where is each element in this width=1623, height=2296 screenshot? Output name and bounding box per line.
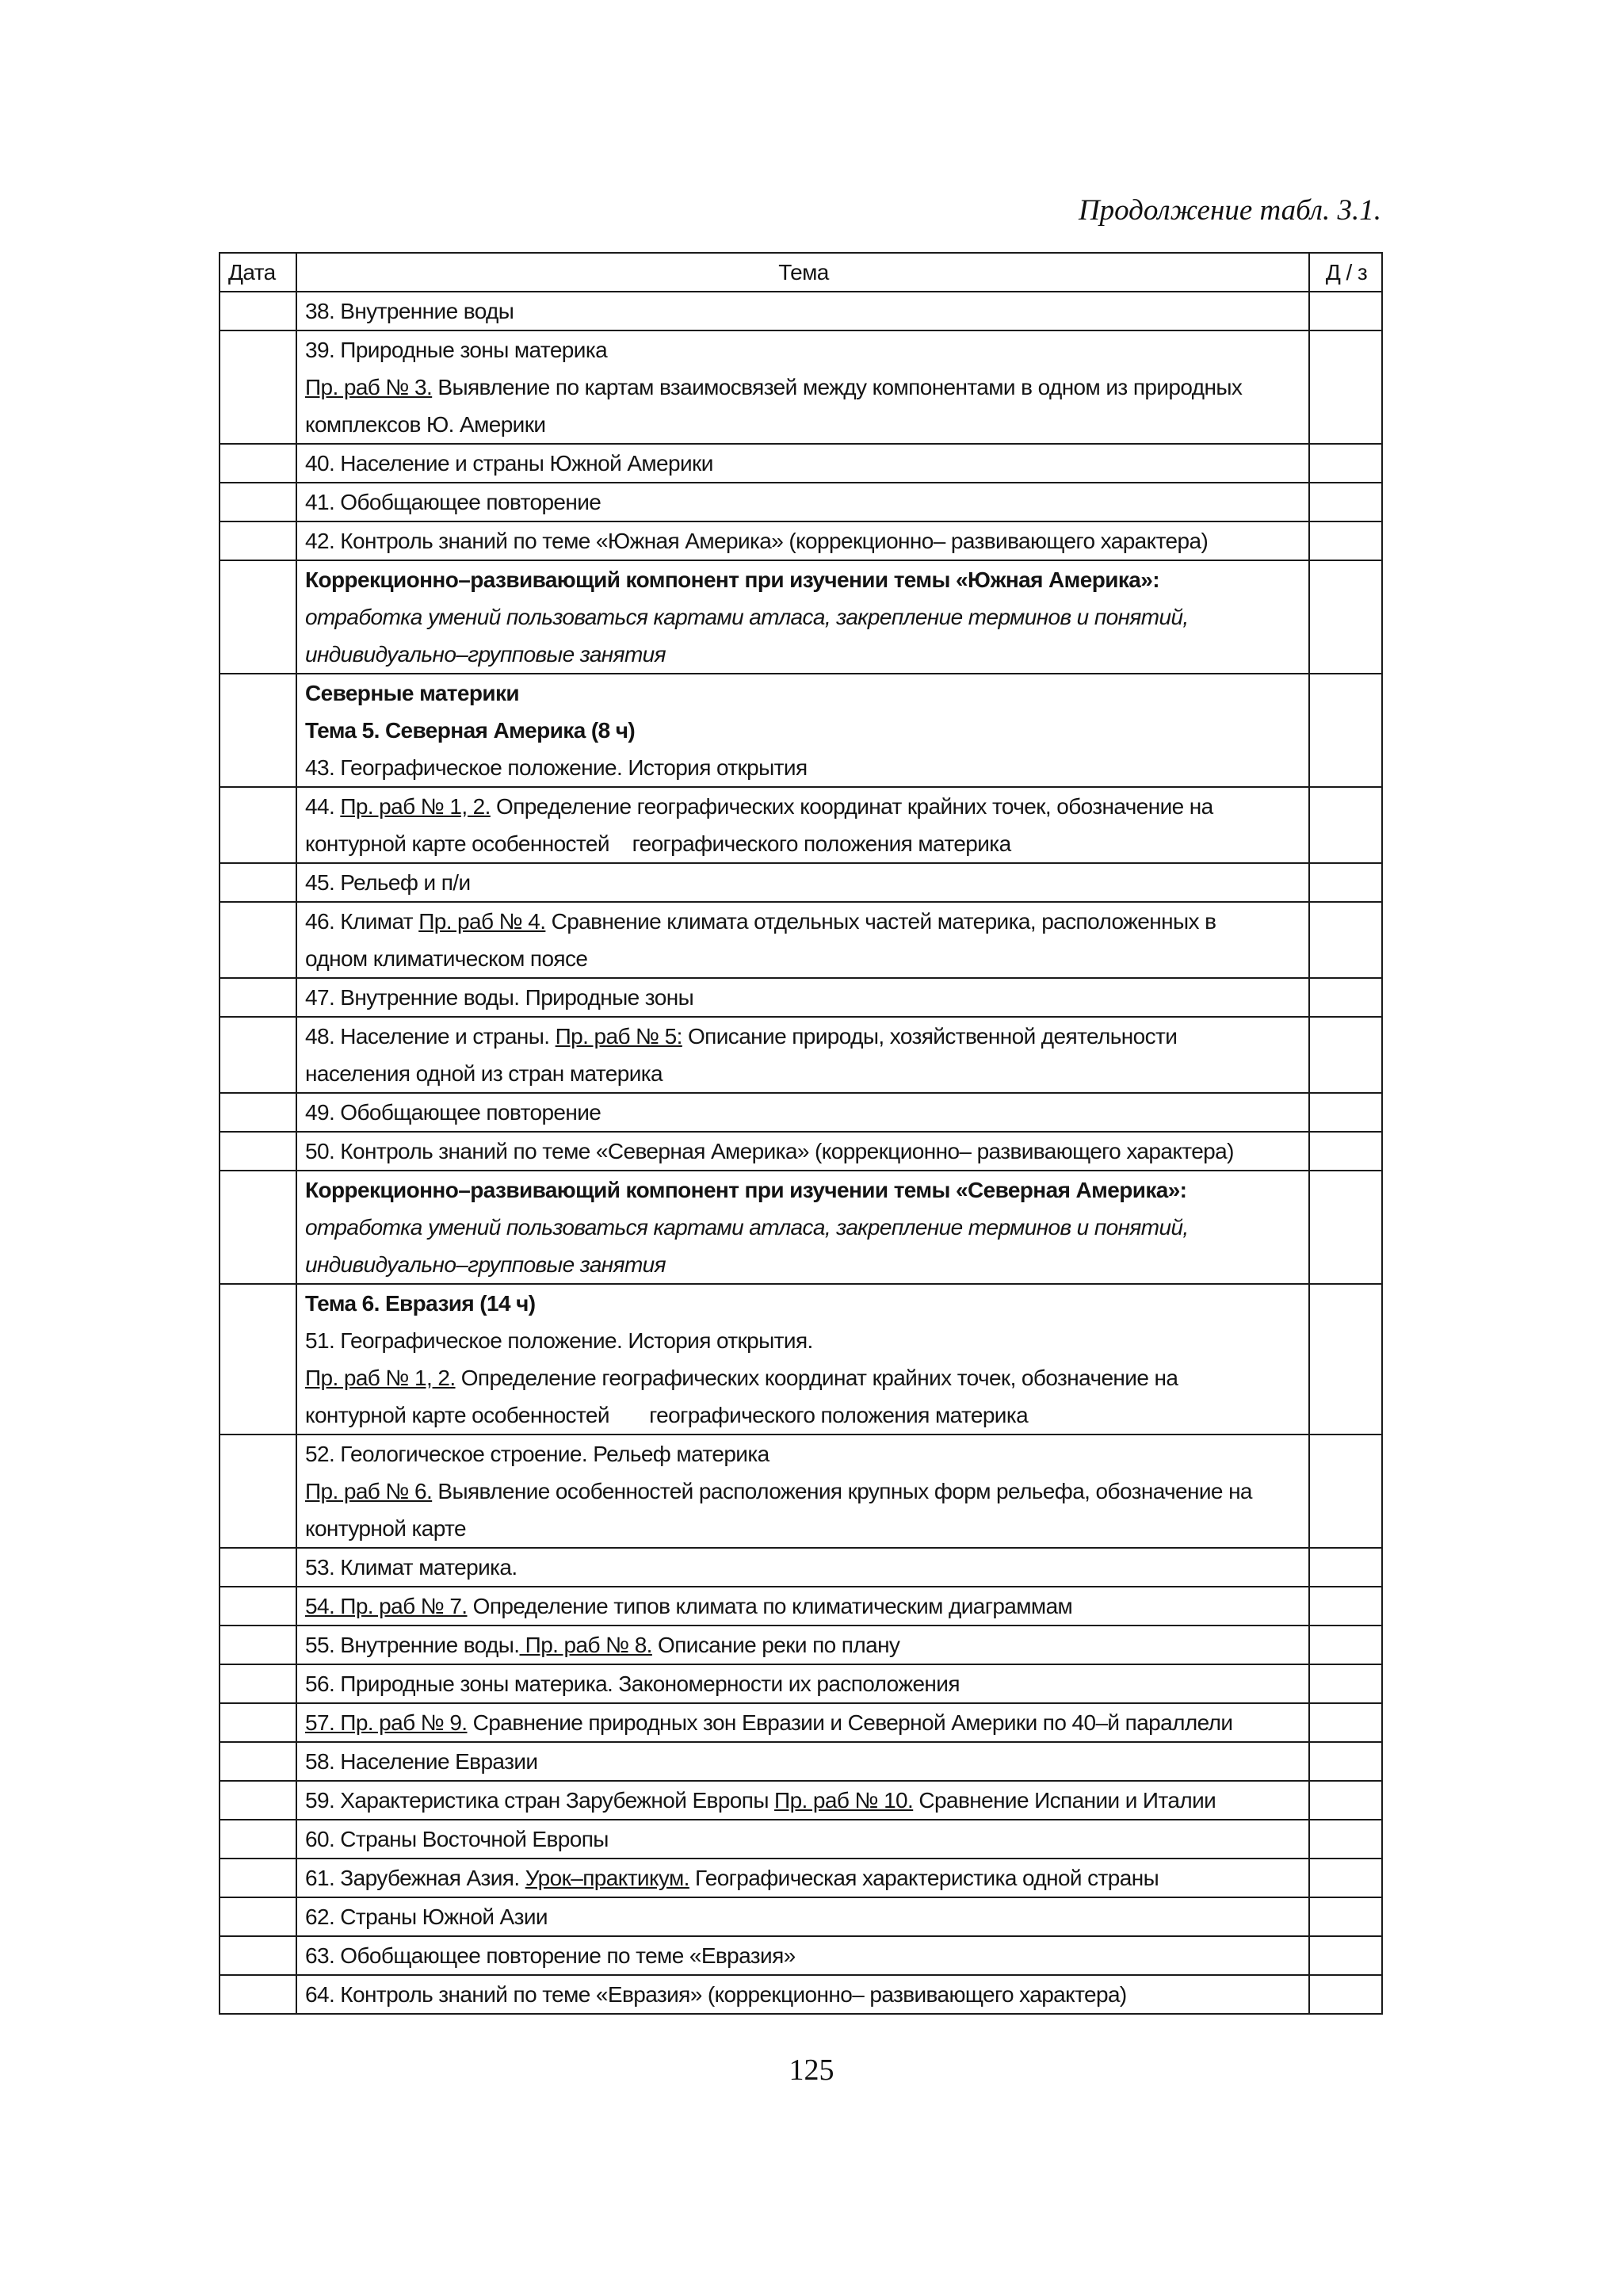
topic-cell: 53. Климат материка. xyxy=(296,1548,1309,1587)
date-cell xyxy=(220,863,296,902)
homework-cell xyxy=(1309,330,1382,444)
date-cell xyxy=(220,1284,296,1435)
homework-cell xyxy=(1309,560,1382,674)
table-row xyxy=(220,483,1382,521)
correction-title: Коррекционно–развивающий компонент при изучении темы «Северная Америка»: xyxy=(305,1178,1187,1202)
topic-cell xyxy=(296,560,1309,674)
topic-text: контурной карте xyxy=(305,1516,466,1541)
topic-cell: 62. Страны Южной Азии xyxy=(296,1897,1309,1936)
homework-cell xyxy=(1309,1781,1382,1820)
topic-text: контурной карте особенностей географического положения материка xyxy=(305,1403,1029,1427)
homework-cell xyxy=(1309,1626,1382,1664)
date-cell xyxy=(220,1171,296,1284)
date-cell xyxy=(220,1626,296,1664)
topic-cell xyxy=(296,902,1309,978)
homework-cell xyxy=(1309,787,1382,863)
table-row xyxy=(220,1936,1382,1975)
table-header-row xyxy=(220,253,1382,292)
homework-cell xyxy=(1309,1435,1382,1548)
date-cell xyxy=(220,902,296,978)
table-row xyxy=(220,863,1382,902)
topic-number: 61. Зарубежная Азия. xyxy=(305,1866,525,1890)
topic-cell xyxy=(296,1587,1309,1626)
topic-text: Выявление по картам взаимосвязей между компонентами в одном из природных xyxy=(432,375,1243,399)
topic-cell: 45. Рельеф и п/и xyxy=(296,863,1309,902)
table-row xyxy=(220,1975,1382,2014)
table-row xyxy=(220,1897,1382,1936)
table-row xyxy=(220,1820,1382,1859)
topic-cell xyxy=(296,1859,1309,1897)
date-cell xyxy=(220,1093,296,1132)
table-row xyxy=(220,292,1382,330)
topic-cell: 47. Внутренние воды. Природные зоны xyxy=(296,978,1309,1017)
table-row xyxy=(220,560,1382,674)
practical-work-ref: Пр. раб № 1, 2. xyxy=(340,794,491,819)
table-row xyxy=(220,1781,1382,1820)
topic-cell xyxy=(296,1284,1309,1435)
table-row xyxy=(220,1093,1382,1132)
date-cell xyxy=(220,330,296,444)
date-cell xyxy=(220,292,296,330)
table-row xyxy=(220,521,1382,560)
date-cell xyxy=(220,1897,296,1936)
topic-cell: 40. Население и страны Южной Америки xyxy=(296,444,1309,483)
topic-cell xyxy=(296,1781,1309,1820)
homework-cell xyxy=(1309,444,1382,483)
date-cell xyxy=(220,1703,296,1742)
correction-text: отработка умений пользоваться картами атласа, закрепление терминов и понятий, xyxy=(305,605,1189,629)
date-cell xyxy=(220,1820,296,1859)
topic-text: Сравнение природных зон Евразии и Северной Америки по 40–й параллели xyxy=(467,1710,1233,1735)
table-row xyxy=(220,787,1382,863)
topic-text: одном климатическом поясе xyxy=(305,946,588,971)
table-row xyxy=(220,1017,1382,1093)
topic-title: 39. Природные зоны материка xyxy=(305,338,608,362)
topic-text: Описание реки по плану xyxy=(651,1633,900,1657)
homework-cell xyxy=(1309,1093,1382,1132)
topic-cell xyxy=(296,674,1309,787)
date-cell xyxy=(220,1936,296,1975)
date-cell xyxy=(220,483,296,521)
section-title: Северные материки xyxy=(305,681,520,705)
table-row xyxy=(220,1435,1382,1548)
homework-cell xyxy=(1309,1859,1382,1897)
homework-cell xyxy=(1309,1284,1382,1435)
topic-cell: 50. Контроль знаний по теме «Северная Америка» (коррекционно– развивающего характера) xyxy=(296,1132,1309,1171)
topic-text: 43. Географическое положение. История открытия xyxy=(305,755,808,780)
header-homework: Д / з xyxy=(1309,253,1382,292)
date-cell xyxy=(220,1664,296,1703)
date-cell xyxy=(220,1587,296,1626)
topic-number: 46. Климат xyxy=(305,909,419,934)
header-date: Дата xyxy=(220,253,296,292)
homework-cell xyxy=(1309,1742,1382,1781)
practical-work-ref: Пр. раб № 4. xyxy=(418,909,546,934)
theme-title: Тема 6. Евразия (14 ч) xyxy=(305,1291,536,1316)
homework-cell xyxy=(1309,483,1382,521)
topic-text: Выявление особенностей расположения крупных форм рельефа, обозначение на xyxy=(432,1479,1252,1503)
topic-cell xyxy=(296,1017,1309,1093)
table-row xyxy=(220,1859,1382,1897)
practical-work-ref: 57. Пр. раб № 9. xyxy=(305,1710,468,1735)
homework-cell xyxy=(1309,902,1382,978)
topic-cell: 60. Страны Восточной Европы xyxy=(296,1820,1309,1859)
topic-cell: 63. Обобщающее повторение по теме «Евразия» xyxy=(296,1936,1309,1975)
date-cell xyxy=(220,1435,296,1548)
table-row xyxy=(220,330,1382,444)
date-cell xyxy=(220,674,296,787)
lesson-plan-table xyxy=(219,252,1383,2015)
topic-cell xyxy=(296,1703,1309,1742)
table-row xyxy=(220,1171,1382,1284)
homework-cell xyxy=(1309,1548,1382,1587)
practical-work-ref: Пр. раб № 6. xyxy=(305,1479,433,1503)
topic-cell: 56. Природные зоны материка. Закономерности их расположения xyxy=(296,1664,1309,1703)
date-cell xyxy=(220,444,296,483)
page-number: 125 xyxy=(789,2053,834,2087)
topic-cell: 41. Обобщающее повторение xyxy=(296,483,1309,521)
homework-cell xyxy=(1309,1587,1382,1626)
topic-text: Географическая характеристика одной страны xyxy=(689,1866,1159,1890)
topic-cell: 64. Контроль знаний по теме «Евразия» (коррекционно– развивающего характера) xyxy=(296,1975,1309,2014)
practical-work-ref: 54. Пр. раб № 7. xyxy=(305,1594,468,1618)
homework-cell xyxy=(1309,1820,1382,1859)
topic-cell: 38. Внутренние воды xyxy=(296,292,1309,330)
table-row xyxy=(220,1132,1382,1171)
homework-cell xyxy=(1309,1975,1382,2014)
homework-cell xyxy=(1309,1936,1382,1975)
topic-text: комплексов Ю. Америки xyxy=(305,412,546,437)
topic-title: 52. Геологическое строение. Рельеф материка xyxy=(305,1442,769,1466)
table-row xyxy=(220,902,1382,978)
date-cell xyxy=(220,521,296,560)
date-cell xyxy=(220,1975,296,2014)
table-row xyxy=(220,444,1382,483)
topic-cell: 49. Обобщающее повторение xyxy=(296,1093,1309,1132)
homework-cell xyxy=(1309,1171,1382,1284)
table-row xyxy=(220,1664,1382,1703)
topic-cell xyxy=(296,787,1309,863)
topic-text: 51. Географическое положение. История открытия. xyxy=(305,1328,813,1353)
table-row xyxy=(220,1626,1382,1664)
topic-text: населения одной из стран материка xyxy=(305,1061,663,1086)
date-cell xyxy=(220,1781,296,1820)
date-cell xyxy=(220,1132,296,1171)
table-row xyxy=(220,674,1382,787)
topic-cell: 42. Контроль знаний по теме «Южная Америка» (коррекционно– развивающего характера) xyxy=(296,521,1309,560)
topic-cell xyxy=(296,1626,1309,1664)
homework-cell xyxy=(1309,1897,1382,1936)
date-cell xyxy=(220,787,296,863)
topic-cell xyxy=(296,1171,1309,1284)
topic-cell xyxy=(296,330,1309,444)
table-row xyxy=(220,1548,1382,1587)
table-caption: Продолжение табл. 3.1. xyxy=(1078,194,1381,227)
topic-text: Определение типов климата по климатическим диаграммам xyxy=(467,1594,1073,1618)
topic-text: Определение географических координат крайних точек, обозначение на xyxy=(455,1366,1178,1390)
date-cell xyxy=(220,1742,296,1781)
topic-cell xyxy=(296,1435,1309,1548)
topic-text: Определение географических координат крайних точек, обозначение на xyxy=(490,794,1213,819)
topic-text: Описание природы, хозяйственной деятельности xyxy=(682,1024,1178,1049)
topic-text: Сравнение Испании и Италии xyxy=(913,1788,1216,1813)
topic-cell: 58. Население Евразии xyxy=(296,1742,1309,1781)
date-cell xyxy=(220,560,296,674)
homework-cell xyxy=(1309,521,1382,560)
practical-work-ref: Пр. раб № 5: xyxy=(555,1024,682,1049)
correction-title: Коррекционно–развивающий компонент при изучении темы «Южная Америка»: xyxy=(305,567,1159,592)
homework-cell xyxy=(1309,1017,1382,1093)
topic-text: контурной карте особенностей географического положения материка xyxy=(305,831,1011,856)
homework-cell xyxy=(1309,1132,1382,1171)
correction-text: индивидуально–групповые занятия xyxy=(305,642,666,667)
homework-cell xyxy=(1309,863,1382,902)
homework-cell xyxy=(1309,674,1382,787)
topic-number: 48. Население и страны. xyxy=(305,1024,556,1049)
homework-cell xyxy=(1309,1703,1382,1742)
header-topic: Тема xyxy=(296,253,1309,292)
topic-number: 44. xyxy=(305,794,341,819)
date-cell xyxy=(220,978,296,1017)
table-row xyxy=(220,1742,1382,1781)
homework-cell xyxy=(1309,292,1382,330)
correction-text: индивидуально–групповые занятия xyxy=(305,1252,666,1277)
topic-text: Сравнение климата отдельных частей материка, расположенных в xyxy=(545,909,1216,934)
homework-cell xyxy=(1309,1664,1382,1703)
practical-work-ref: Пр. раб № 1, 2. xyxy=(305,1366,456,1390)
table-row xyxy=(220,1703,1382,1742)
table-row xyxy=(220,1587,1382,1626)
table-row xyxy=(220,1284,1382,1435)
practical-work-ref: Урок–практикум. xyxy=(525,1866,689,1890)
date-cell xyxy=(220,1017,296,1093)
practical-work-ref: Пр. раб № 10. xyxy=(774,1788,914,1813)
topic-number: 55. Внутренние воды. xyxy=(305,1633,520,1657)
correction-text: отработка умений пользоваться картами атласа, закрепление терминов и понятий, xyxy=(305,1215,1189,1240)
theme-title: Тема 5. Северная Америка (8 ч) xyxy=(305,718,636,743)
practical-work-ref: Пр. раб № 8. xyxy=(519,1633,652,1657)
practical-work-ref: Пр. раб № 3. xyxy=(305,375,433,399)
date-cell xyxy=(220,1548,296,1587)
table-row xyxy=(220,978,1382,1017)
topic-number: 59. Характеристика стран Зарубежной Европы xyxy=(305,1788,775,1813)
date-cell xyxy=(220,1859,296,1897)
homework-cell xyxy=(1309,978,1382,1017)
